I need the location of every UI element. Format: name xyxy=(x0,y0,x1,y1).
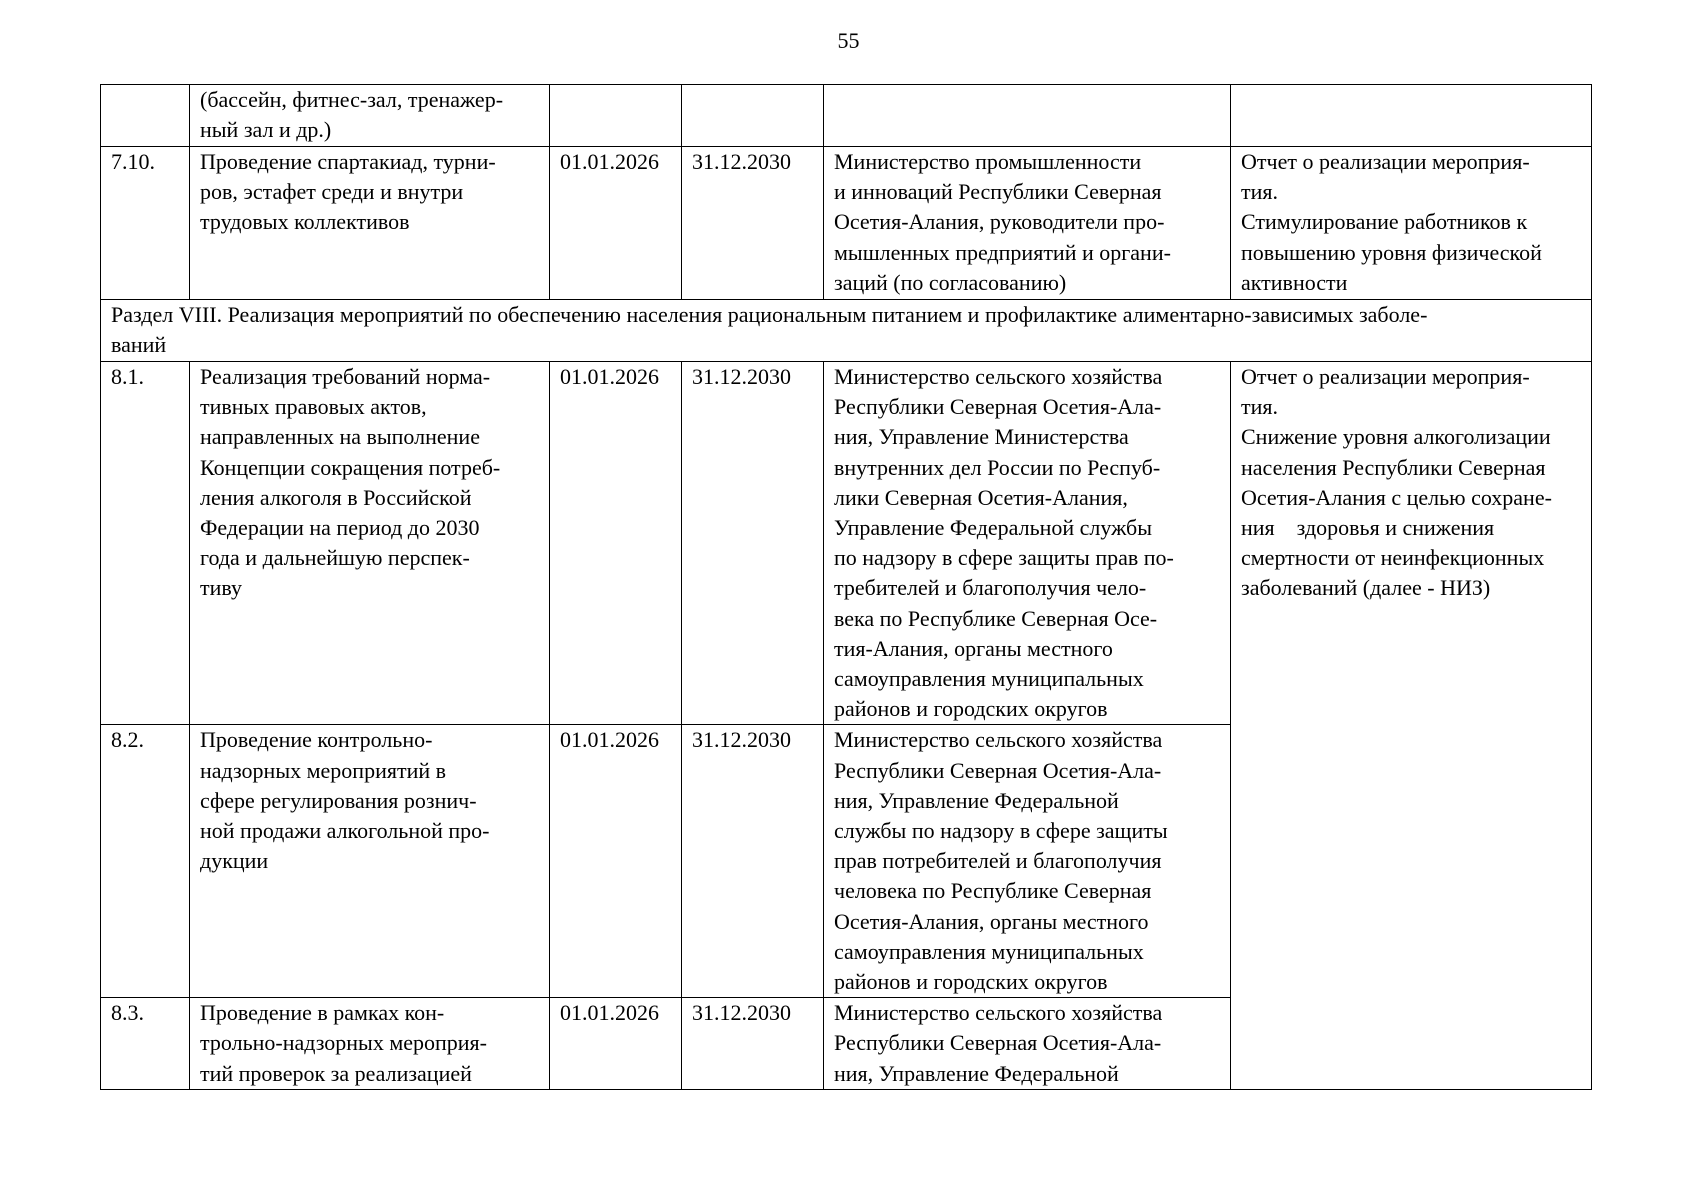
section-header-row xyxy=(101,300,1592,362)
event-line: Проведение спартакиад, турни- xyxy=(200,149,496,174)
event-cell xyxy=(190,998,550,1090)
start-date-cell: 01.01.2026 xyxy=(550,362,682,725)
event-line: ров, эстафет среди и внутри xyxy=(200,179,464,205)
executors-line: лики Северная Осетия-Алания, xyxy=(834,484,1128,510)
section-header-line: ваний xyxy=(111,332,167,358)
end-date-cell: 31.12.2030 xyxy=(682,998,824,1090)
event-line: Проведение контрольно- xyxy=(200,727,433,753)
event-line: надзорных мероприятий в xyxy=(200,757,447,783)
end-date-cell xyxy=(682,85,824,147)
executors-line: службы по надзору в сфере защиты xyxy=(834,818,1168,844)
event-line: сфере регулирования рознич- xyxy=(200,787,477,813)
executors-line: требителей и благополучия чело- xyxy=(834,575,1147,601)
event-line: Проведение в рамках кон- xyxy=(200,1000,445,1026)
executors-line: человека по Республике Северная xyxy=(834,878,1152,904)
event-line: ный зал и др.) xyxy=(200,117,332,143)
executors-line: Республики Северная Осетия-Ала- xyxy=(834,394,1162,420)
event-line: ления алкоголя в Российской xyxy=(200,484,472,510)
start-date-cell: 01.01.2026 xyxy=(550,147,682,300)
event-line: Реализация требований норма- xyxy=(200,364,491,389)
row-number-cell xyxy=(101,85,190,147)
executors-line: внутренних дел России по Респуб- xyxy=(834,454,1161,480)
section-header-line: Раздел VIII. Реализация мероприятий по обеспечению населения рациональным питанием и профилактике алиментарно-зависимых заболе- xyxy=(111,302,1428,327)
end-date-cell: 31.12.2030 xyxy=(682,362,824,725)
executors-line: прав потребителей и благополучия xyxy=(834,848,1162,874)
end-date-cell: 31.12.2030 xyxy=(682,147,824,300)
result-line: Отчет о реализации мероприя- xyxy=(1241,149,1530,174)
row-number-cell: 8.1. xyxy=(101,362,190,725)
executors-line: Осетия-Алания, руководители про- xyxy=(834,209,1165,235)
event-cell xyxy=(190,725,550,998)
event-line: Концепции сокращения потреб- xyxy=(200,454,501,480)
executors-line: Республики Северная Осетия-Ала- xyxy=(834,757,1162,783)
executors-line: заций (по согласованию) xyxy=(834,269,1067,295)
row-number-cell: 7.10. xyxy=(101,147,190,300)
event-line: трольно-надзорных мероприя- xyxy=(200,1030,487,1056)
result-line: Отчет о реализации мероприя- xyxy=(1241,364,1530,389)
row-number-cell: 8.2. xyxy=(101,725,190,998)
result-line: населения Республики Северная xyxy=(1241,454,1546,480)
result-line: заболеваний (далее - НИЗ) xyxy=(1241,575,1491,601)
result-line: тия. xyxy=(1241,179,1279,205)
executors-line: Министерство сельского хозяйства xyxy=(834,1000,1163,1026)
event-cell xyxy=(190,147,550,300)
result-line: активности xyxy=(1241,269,1348,295)
executors-cell xyxy=(824,998,1231,1090)
result-cell xyxy=(1231,147,1592,300)
section-header-cell xyxy=(101,300,1592,362)
executors-line: Осетия-Алания, органы местного xyxy=(834,908,1149,934)
executors-line: века по Республике Северная Осе- xyxy=(834,605,1158,631)
executors-cell xyxy=(824,362,1231,725)
result-line: ния здоровья и снижения xyxy=(1241,515,1495,541)
event-cell xyxy=(190,362,550,725)
executors-line: мышленных предприятий и органи- xyxy=(834,239,1171,265)
event-line: трудовых коллективов xyxy=(200,209,410,235)
end-date-cell: 31.12.2030 xyxy=(682,725,824,998)
event-line: ной продажи алкогольной про- xyxy=(200,818,490,844)
table-row xyxy=(101,147,1592,300)
executors-line: ния, Управление Федеральной xyxy=(834,787,1119,813)
row-number-cell: 8.3. xyxy=(101,998,190,1090)
table-row xyxy=(101,362,1592,725)
start-date-cell: 01.01.2026 xyxy=(550,725,682,998)
executors-cell xyxy=(824,725,1231,998)
event-line: тивных правовых актов, xyxy=(200,394,427,420)
executors-line: Министерство сельского хозяйства xyxy=(834,727,1163,753)
result-cell xyxy=(1231,362,1592,1090)
executors-line: Управление Федеральной службы xyxy=(834,515,1153,541)
result-line: смертности от неинфекционных xyxy=(1241,545,1545,571)
event-line: (бассейн, фитнес-зал, тренажер- xyxy=(200,87,504,112)
executors-line: и инноваций Республики Северная xyxy=(834,179,1162,205)
result-cell xyxy=(1231,85,1592,147)
event-line: Федерации на период до 2030 xyxy=(200,515,480,541)
executors-line: по надзору в сфере защиты прав по- xyxy=(834,545,1174,571)
executors-line: тия-Алания, органы местного xyxy=(834,635,1113,661)
result-line: Снижение уровня алкоголизации xyxy=(1241,424,1551,450)
executors-line: ния, Управление Федеральной xyxy=(834,1060,1119,1086)
result-line: Стимулирование работников к xyxy=(1241,209,1528,235)
executors-cell xyxy=(824,147,1231,300)
executors-line: районов и городских округов xyxy=(834,696,1108,722)
start-date-cell: 01.01.2026 xyxy=(550,998,682,1090)
event-line: года и дальнейшую перспек- xyxy=(200,545,470,571)
executors-line: районов и городских округов xyxy=(834,969,1108,995)
event-line: направленных на выполнение xyxy=(200,424,480,450)
executors-cell xyxy=(824,85,1231,147)
executors-line: ния, Управление Министерства xyxy=(834,424,1129,450)
result-line: Осетия-Алания с целью сохране- xyxy=(1241,484,1552,510)
executors-line: Республики Северная Осетия-Ала- xyxy=(834,1030,1162,1056)
start-date-cell xyxy=(550,85,682,147)
page-number: 55 xyxy=(837,28,860,53)
table-row xyxy=(101,85,1592,147)
executors-line: самоуправления муниципальных xyxy=(834,938,1144,964)
result-line: повышению уровня физической xyxy=(1241,239,1542,265)
result-line: тия. xyxy=(1241,394,1279,420)
measures-table xyxy=(100,84,1592,1090)
event-line: тий проверок за реализацией xyxy=(200,1060,472,1086)
event-line: тиву xyxy=(200,575,243,601)
executors-line: Министерство промышленности xyxy=(834,149,1142,174)
event-cell xyxy=(190,85,550,147)
executors-line: Министерство сельского хозяйства xyxy=(834,364,1163,389)
executors-line: самоуправления муниципальных xyxy=(834,666,1144,692)
event-line: дукции xyxy=(200,848,269,874)
